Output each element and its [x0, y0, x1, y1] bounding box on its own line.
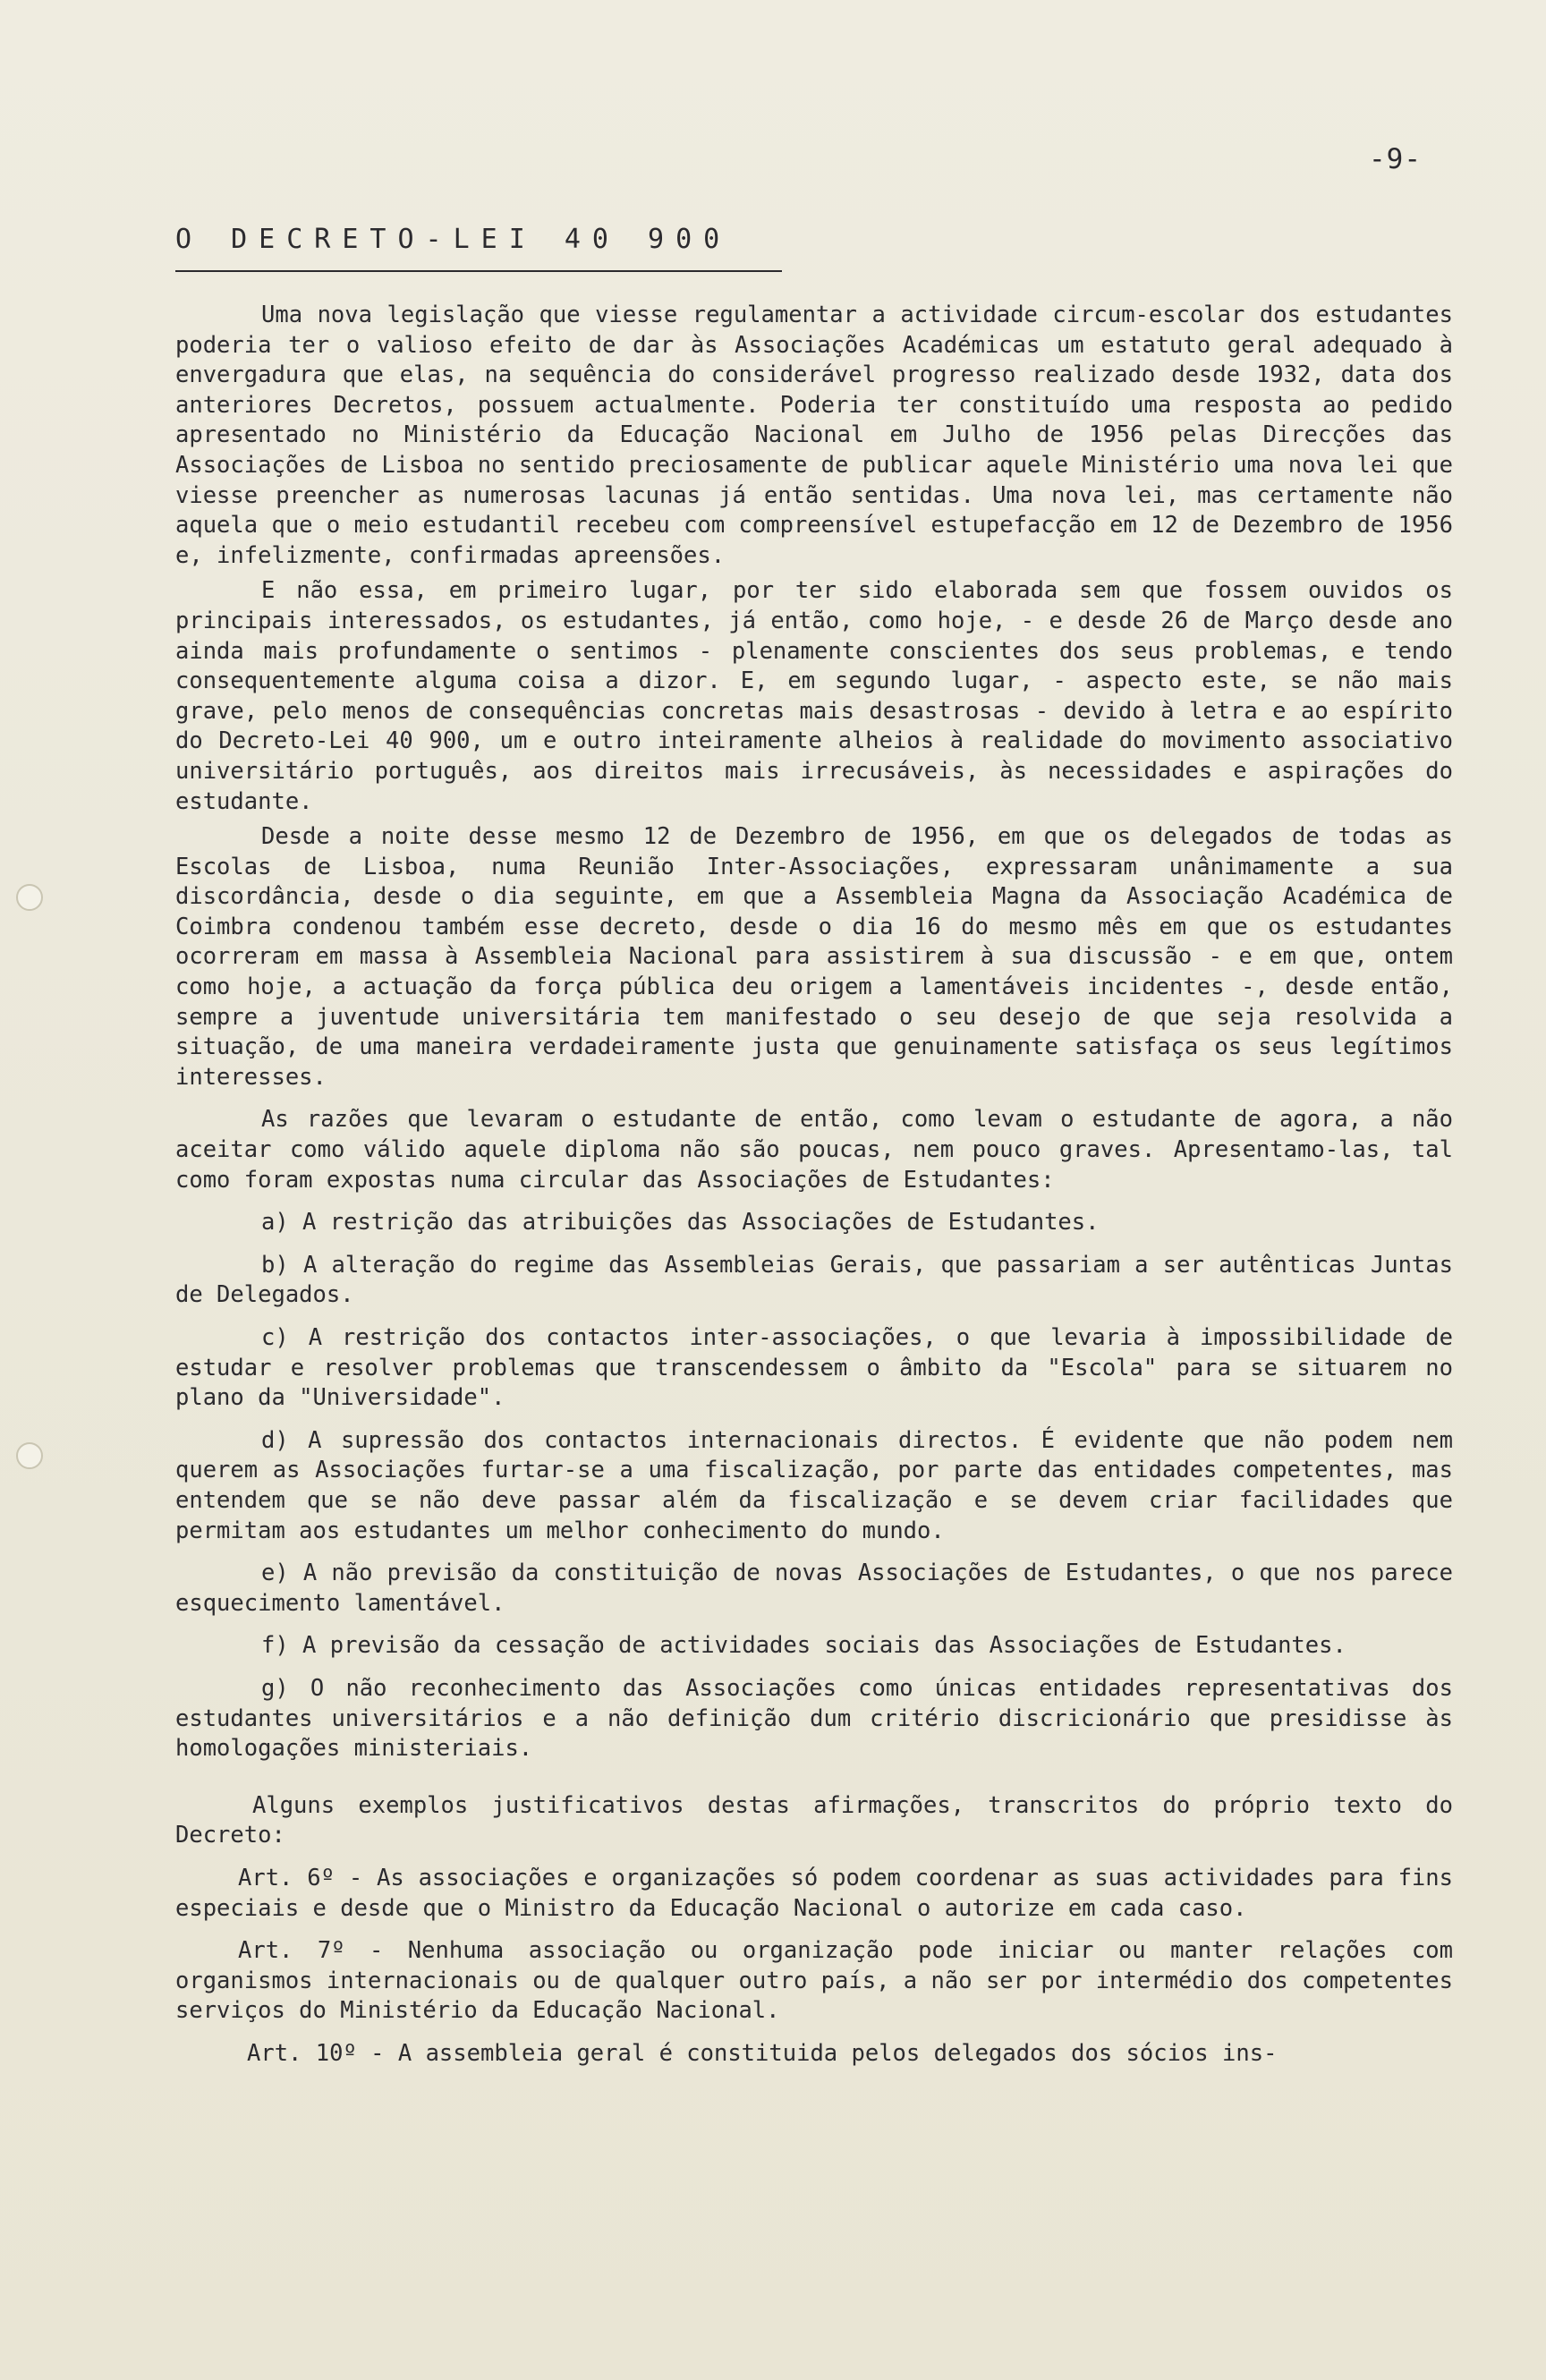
- paragraph: Art. 7º - Nenhuma associação ou organização pode iniciar ou manter relações com organismos internacionais ou de qualquer outro país, a não ser por intermédio dos competentes serviços do Ministério da Educação Nacional.: [175, 1937, 1453, 2025]
- body-text: [175, 301, 1453, 2069]
- paragraph: Art. 10º - A assembleia geral é constituida pelos delegados dos sócios ins-: [247, 2039, 1278, 2067]
- paragraph: f) A previsão da cessação de actividades sociais das Associações de Estudantes.: [261, 1632, 1346, 1660]
- paragraph: e) A não previsão da constituição de novas Associações de Estudantes, o que nos parece esquecimento lamentável.: [175, 1560, 1453, 1617]
- paragraph: Alguns exemplos justificativos destas afirmações, transcritos do próprio texto do Decreto:: [175, 1791, 1453, 1849]
- section-title: O DECRETO-LEI 40 900: [175, 224, 732, 255]
- paragraph: Uma nova legislação que viesse regulamentar a actividade circum-escolar dos estudantes poderia ter o valioso efeito de dar às Associações Académicas um estatuto geral adequado à envergadura que elas, na sequência do considerável progresso realizado desde 1932, data dos anteriores Decretos, possuem actualmente. Poderia ter constituído uma resposta ao pedido apresentado no Ministério da Educação Nacional em Julho de 1956 pelas Direcções das Associações de Lisboa no sentido preciosamente de publicar aquele Ministério uma nova lei que viesse preencher as numerosas lacunas já então sentidas. Uma nova lei, mas certamente não aquela que o meio estudantil recebeu com compreensível estupefacção em 12 de Dezembro de 1956 e, infelizmente, confirmadas apreensões.: [175, 302, 1453, 569]
- paragraph: a) A restrição das atribuições das Associações de Estudantes.: [261, 1209, 1100, 1237]
- punch-hole: [16, 884, 43, 911]
- page-number: -9-: [1369, 143, 1422, 175]
- paragraph: c) A restrição dos contactos inter-associações, o que levaria à impossibilidade de estudar e resolver problemas que transcendessem o âmbito da "Escola" para se situarem no plano da "Universidade".: [175, 1324, 1453, 1412]
- paragraph: Art. 6º - As associações e organizações só podem coordenar as suas actividades para fins especiais e desde que o Ministro da Educação Nacional o autorize em cada caso.: [175, 1864, 1453, 1922]
- title-underline: [175, 270, 782, 272]
- paragraph: As razões que levaram o estudante de então, como levam o estudante de agora, a não aceitar como válido aquele diploma não são poucas, nem pouco graves. Apresentamo-las, tal como foram expostas numa circular das Associações de Estudantes:: [175, 1106, 1453, 1194]
- paragraph: g) O não reconhecimento das Associações como únicas entidades representativas dos estudantes universitários e a não definição dum critério discricionário que presidisse às homologações ministeriais.: [175, 1674, 1453, 1763]
- paragraph: d) A supressão dos contactos internacionais directos. É evidente que não podem nem querem as Associações furtar-se a uma fiscalização, por parte das entidades competentes, mas entendem que se não deve passar além da fiscalização e se devem criar facilidades que permitam aos estudantes um melhor conhecimento do mundo.: [175, 1426, 1453, 1544]
- paragraph: E não essa, em primeiro lugar, por ter sido elaborada sem que fossem ouvidos os principais interessados, os estudantes, já então, como hoje, - e desde 26 de Março desde ano ainda mais profundamente o sentimos - plenamente conscientes dos seus problemas, e tendo consequentemente alguma coisa a dizor. E, em segundo lugar, - aspecto este, se não mais grave, pelo menos de consequências concretas mais desastrosas - devido à letra e ao espírito do Decreto-Lei 40 900, um e outro inteiramente alheios à realidade do movimento associativo universitário português, aos direitos mais irrecusáveis, às necessidades e aspirações do estudante.: [175, 577, 1453, 815]
- paragraph: b) A alteração do regime das Assembleias Gerais, que passariam a ser autênticas Juntas de Delegados.: [175, 1251, 1453, 1309]
- punch-hole: [16, 1442, 43, 1469]
- paragraph: Desde a noite desse mesmo 12 de Dezembro de 1956, em que os delegados de todas as Escolas de Lisboa, numa Reunião Inter-Associações, expressaram unânimamente a sua discordância, desde o dia seguinte, em que a Assembleia Magna da Associação Académica de Coimbra condenou também esse decreto, desde o dia 16 do mesmo mês em que os estudantes ocorreram em massa à Assembleia Nacional para assistirem à sua discussão - e em que, ontem como hoje, a actuação da força pública deu origem a lamentáveis incidentes -, desde então, sempre a juventude universitária tem manifestado o seu desejo de que seja resolvida a situação, de uma maneira verdadeiramente justa que genuinamente satisfaça os seus legítimos interesses.: [175, 823, 1453, 1091]
